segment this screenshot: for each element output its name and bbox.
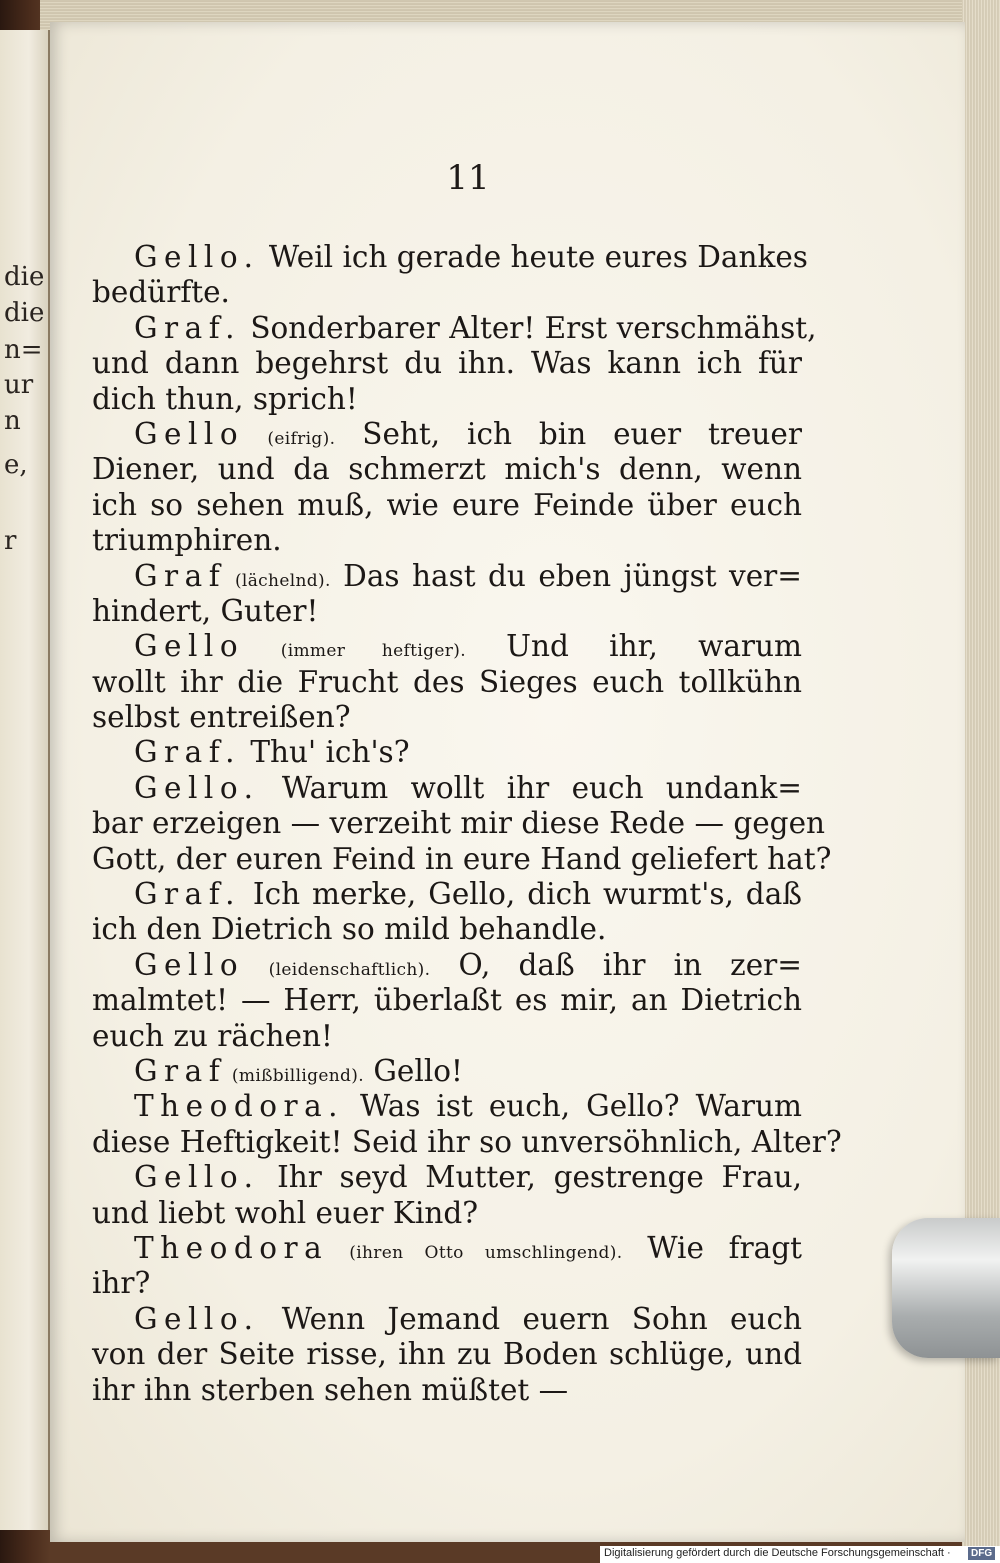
- text-line: [92, 594, 802, 629]
- text-line: [92, 417, 802, 452]
- line-text: dich thun, sprich!: [92, 381, 358, 416]
- text-line: [92, 1196, 802, 1231]
- line-text: Wenn Jemand euern Sohn euch: [259, 1301, 802, 1336]
- speaker-name: Graf: [134, 558, 227, 593]
- stage-direction: (ihren Otto umschlingend).: [328, 1242, 623, 1263]
- text-line: [92, 1302, 802, 1337]
- line-text: Warum wollt ihr euch undank=: [259, 770, 802, 805]
- facing-page-text: die: [4, 262, 45, 292]
- line-text: Sonderbarer Alter! Erst verschmähst,: [240, 310, 817, 345]
- dfg-logo: DFG: [968, 1547, 995, 1560]
- text-line: [92, 735, 802, 770]
- line-text: Seht, ich bin euer treuer: [335, 416, 802, 451]
- speaker-name: Gello: [134, 629, 245, 664]
- text-line: [92, 806, 826, 841]
- stage-direction: (mißbilligend).: [226, 1065, 364, 1086]
- line-text: wollt ihr die Frucht des Sieges euch tollkühn: [92, 664, 802, 699]
- text-line: [92, 841, 832, 877]
- line-text: Gello!: [363, 1053, 463, 1088]
- line-text: hindert, Guter!: [92, 593, 319, 628]
- line-text: Was ist euch, Gello? Warum: [344, 1089, 802, 1124]
- speaker-name: Theodora.: [134, 1089, 345, 1124]
- line-text: selbst entreißen?: [92, 700, 351, 735]
- bookmark-clip: [892, 1218, 1000, 1358]
- line-text: Diener, und da schmerzt mich's denn, wenn: [92, 452, 802, 487]
- speaker-name: Gello: [134, 947, 245, 982]
- text-line: [92, 275, 802, 310]
- digitization-credit: Digitalisierung gefördert durch die Deutsche Forschungsgemeinschaft ·: [604, 1547, 951, 1559]
- facing-page-fragment: [0, 30, 50, 1530]
- text-line: [92, 488, 802, 523]
- text-line: [92, 346, 802, 381]
- line-text: diese Heftigkeit! Seid ihr so unversöhnlich, Alter?: [92, 1124, 842, 1159]
- line-text: Und ihr, warum: [465, 629, 802, 664]
- text-line: [92, 629, 802, 664]
- stage-direction: (immer heftiger).: [244, 641, 466, 662]
- speaker-name: Gello.: [134, 1301, 260, 1336]
- line-text: Weil ich gerade heute eures Dankes: [259, 240, 808, 274]
- line-text: Das hast du eben jüngst ver=: [330, 558, 802, 593]
- facing-page-text: die: [4, 298, 45, 328]
- line-text: ihr?: [92, 1266, 151, 1301]
- text-line: [92, 1231, 802, 1266]
- text-line: [92, 523, 802, 558]
- line-text: ich so sehen muß, wie eure Feinde über euch: [92, 487, 802, 522]
- page-number: 11: [446, 158, 490, 198]
- text-line: [92, 665, 802, 700]
- line-text: O, daß ihr in zer=: [430, 947, 802, 982]
- stage-direction: (eifrig).: [244, 428, 336, 449]
- text-line: [92, 1160, 802, 1195]
- text-line: [92, 983, 802, 1018]
- text-line: [92, 700, 802, 735]
- text-line: [92, 1373, 802, 1408]
- text-line: [92, 877, 802, 912]
- line-text: ich den Dietrich so mild behandle.: [92, 912, 607, 947]
- line-text: Gott, der euren Feind in eure Hand geliefert hat?: [92, 841, 832, 876]
- line-text: Thu' ich's?: [240, 735, 410, 770]
- text-line: [92, 1124, 842, 1160]
- speaker-name: Graf.: [134, 877, 241, 912]
- facing-page-text: n=: [4, 335, 43, 365]
- speaker-name: Gello.: [134, 1160, 260, 1195]
- speaker-name: Gello.: [134, 770, 260, 805]
- line-text: Wie fragt: [622, 1230, 803, 1265]
- line-text: und liebt wohl euer Kind?: [92, 1195, 479, 1230]
- text-line: [92, 1089, 802, 1124]
- text-line: [92, 912, 802, 947]
- drama-text: [92, 240, 842, 1408]
- line-text: ihr ihn sterben sehen müßtet —: [92, 1372, 569, 1407]
- speaker-name: Gello: [134, 416, 245, 451]
- text-line: [92, 1266, 802, 1301]
- speaker-name: Graf.: [134, 310, 241, 345]
- speaker-name: Gello.: [134, 240, 260, 274]
- text-line: [92, 771, 802, 806]
- line-text: euch zu rächen!: [92, 1018, 333, 1053]
- text-line: [92, 382, 802, 417]
- text-line: [92, 1019, 802, 1054]
- speaker-name: Theodora: [134, 1230, 329, 1265]
- text-line: [92, 1337, 802, 1372]
- line-text: bar erzeigen — verzeiht mir diese Rede — gegen: [92, 806, 826, 841]
- stage-direction: (leidenschaftlich).: [244, 959, 431, 980]
- text-line: [92, 452, 802, 487]
- text-line: [92, 948, 802, 983]
- stage-direction: (lächelnd).: [226, 570, 331, 591]
- text-line: [92, 559, 802, 594]
- facing-page-text: e,: [4, 450, 28, 480]
- facing-page-text: ur: [4, 370, 34, 400]
- line-text: malmtet! — Herr, überlaßt es mir, an Dietrich: [92, 983, 802, 1018]
- speaker-name: Graf.: [134, 735, 241, 770]
- text-line: [92, 1054, 802, 1089]
- text-line: [92, 310, 817, 346]
- facing-page-text: r: [4, 526, 17, 556]
- line-text: triumphiren.: [92, 523, 282, 558]
- book-page: [50, 22, 965, 1542]
- line-text: Ich merke, Gello, dich wurmt's, daß: [240, 877, 802, 912]
- text-line: [92, 240, 808, 275]
- line-text: und dann begehrst du ihn. Was kann ich für: [92, 346, 802, 381]
- facing-page-text: n: [4, 406, 21, 436]
- line-text: bedürfte.: [92, 275, 230, 310]
- speaker-name: Graf: [134, 1053, 227, 1088]
- line-text: Ihr seyd Mutter, gestrenge Frau,: [259, 1160, 802, 1195]
- line-text: von der Seite risse, ihn zu Boden schlüge, und: [92, 1337, 802, 1372]
